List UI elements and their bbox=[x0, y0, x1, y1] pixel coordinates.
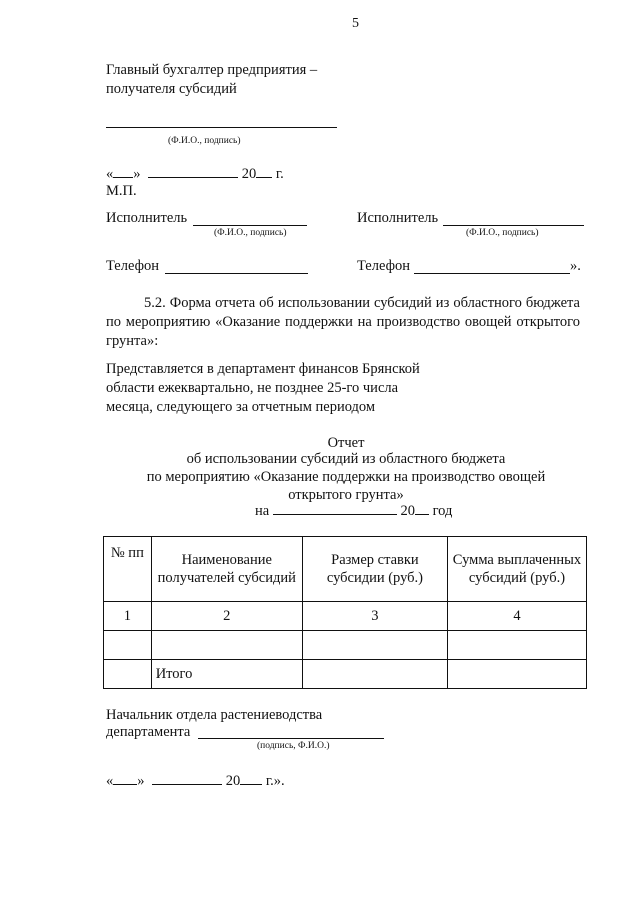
empty-cell bbox=[104, 631, 152, 660]
executor-left-caption: (Ф.И.О., подпись) bbox=[214, 228, 287, 238]
submission-line1: Представляется в департамент финансов Брянской bbox=[106, 361, 420, 377]
phone-left-label: Телефон bbox=[106, 258, 159, 274]
table-header-row bbox=[104, 537, 587, 602]
phone-right-line bbox=[414, 273, 570, 274]
phone-right-ending: ». bbox=[570, 258, 581, 274]
empty-cell bbox=[447, 631, 586, 660]
number-cell-3: 3 bbox=[302, 602, 447, 631]
table-total-row bbox=[104, 660, 587, 689]
report-title-line2: об использовании субсидий из областного бюджета bbox=[186, 451, 506, 467]
chief-accountant-signature-line bbox=[106, 127, 337, 128]
report-period-na: на bbox=[255, 503, 270, 519]
table-number-row bbox=[104, 602, 587, 631]
report-period-year-prefix: 20 bbox=[400, 503, 415, 519]
header-cell-recipients: Наименование получателей субсидий bbox=[151, 537, 302, 602]
report-period-line bbox=[255, 503, 452, 520]
final-date-close-quote: » bbox=[137, 773, 145, 789]
total-empty-cell bbox=[302, 660, 447, 689]
number-cell-4: 4 bbox=[447, 602, 586, 631]
report-title-line3: по мероприятию «Оказание поддержки на производство овощей bbox=[146, 469, 546, 485]
phone-right-label: Телефон bbox=[357, 258, 410, 274]
submission-line2: области ежеквартально, не позднее 25-го числа bbox=[106, 380, 399, 396]
date-year-prefix: 20 bbox=[241, 166, 257, 182]
date-open-quote: « bbox=[106, 166, 114, 182]
number-cell-1: 1 bbox=[104, 602, 152, 631]
date-line bbox=[106, 166, 284, 183]
report-table bbox=[103, 536, 587, 689]
total-empty-cell bbox=[104, 660, 152, 689]
table-empty-row bbox=[104, 631, 587, 660]
final-date-open-quote: « bbox=[106, 773, 114, 789]
head-of-department-line2: департамента bbox=[106, 724, 191, 740]
date-close-quote: » bbox=[133, 166, 141, 182]
submission-line3: месяца, следующего за отчетным периодом bbox=[106, 399, 376, 415]
header-cell-rate: Размер ставки субсидии (руб.) bbox=[302, 537, 447, 602]
executor-left-line bbox=[193, 225, 307, 226]
final-date-line bbox=[106, 773, 285, 790]
head-of-department-signature-line bbox=[198, 738, 384, 739]
empty-cell bbox=[302, 631, 447, 660]
date-year-suffix: г. bbox=[275, 166, 284, 182]
empty-cell bbox=[151, 631, 302, 660]
section-5-2-paragraph: 5.2. Форма отчета об использовании субсидий из областного бюджета по мероприятию «Оказание поддержки на производство овощей открытого грунта»: bbox=[106, 295, 580, 349]
chief-accountant-title-line1: Главный бухгалтер предприятия – bbox=[106, 62, 318, 78]
header-cell-number: № пп bbox=[104, 537, 152, 602]
head-of-department-line1: Начальник отдела растениеводства bbox=[106, 707, 323, 723]
chief-accountant-caption: (Ф.И.О., подпись) bbox=[168, 136, 241, 146]
executor-right-caption: (Ф.И.О., подпись) bbox=[466, 228, 539, 238]
seal-label: М.П. bbox=[106, 183, 137, 199]
number-cell-2: 2 bbox=[151, 602, 302, 631]
executor-right-line bbox=[443, 225, 584, 226]
page-number: 5 bbox=[352, 16, 359, 31]
executor-left-label: Исполнитель bbox=[106, 210, 188, 226]
final-date-year-suffix: г.». bbox=[265, 773, 285, 789]
head-of-department-caption: (подпись, Ф.И.О.) bbox=[257, 741, 330, 751]
total-empty-cell bbox=[447, 660, 586, 689]
total-label-cell: Итого bbox=[151, 660, 302, 689]
report-period-year-word: год bbox=[432, 503, 453, 519]
header-cell-amount: Сумма выплаченных субсидий (руб.) bbox=[447, 537, 586, 602]
chief-accountant-title-line2: получателя субсидий bbox=[106, 81, 237, 97]
final-date-year-prefix: 20 bbox=[225, 773, 241, 789]
report-title-line4: открытого грунта» bbox=[288, 487, 404, 503]
report-title-line1: Отчет bbox=[327, 435, 365, 451]
executor-right-label: Исполнитель bbox=[357, 210, 439, 226]
phone-left-line bbox=[165, 273, 308, 274]
